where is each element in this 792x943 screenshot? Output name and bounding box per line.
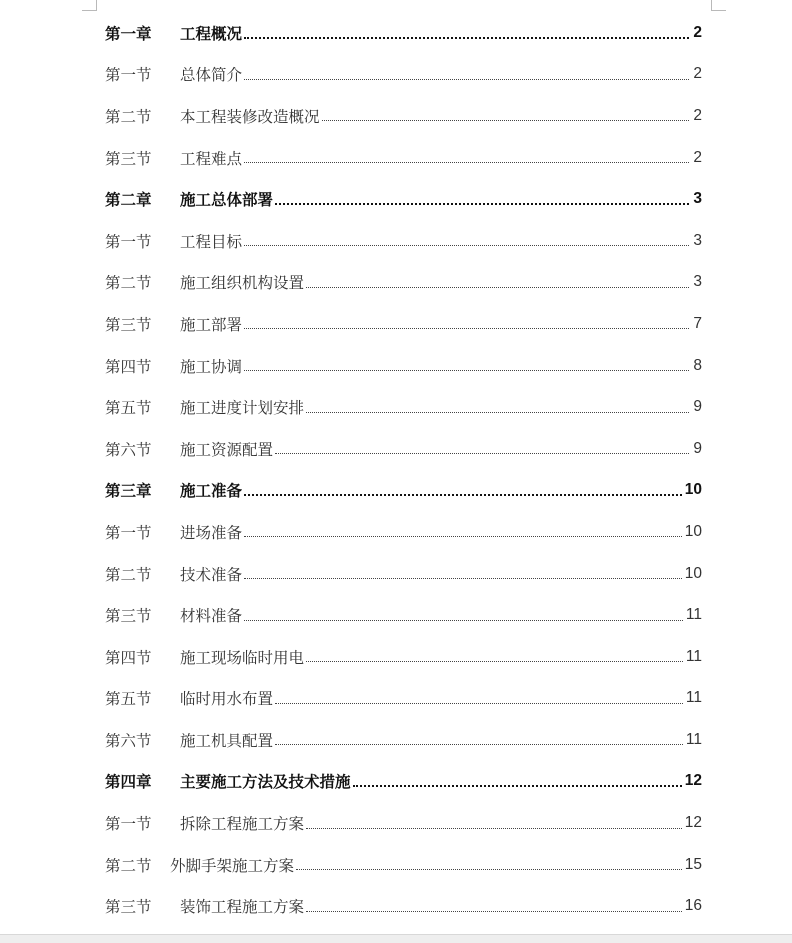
toc-entry-title: 总体简介 <box>180 66 243 85</box>
toc-page-number: 7 <box>693 314 702 332</box>
toc-chapter-entry[interactable] <box>105 178 702 220</box>
toc-entry-label <box>105 188 273 210</box>
toc-entry-title: 施工准备 <box>180 481 243 501</box>
toc-entry-number: 第三节 <box>105 315 152 334</box>
toc-entry-label <box>105 396 304 418</box>
toc-page-number: 10 <box>684 564 702 582</box>
toc-entry-title: 工程目标 <box>180 232 243 251</box>
toc-page-number: 11 <box>685 606 702 624</box>
toc-entry-label <box>105 563 242 585</box>
toc-chapter-entry[interactable] <box>105 470 702 512</box>
toc-page-number: 2 <box>693 23 702 41</box>
toc-entry-title: 工程难点 <box>180 149 243 168</box>
toc-entry-title: 外脚手架施工方案 <box>170 856 295 875</box>
toc-entry-label <box>105 646 304 668</box>
toc-leader-dots <box>244 245 689 246</box>
toc-entry-title: 临时用水布置 <box>180 690 274 709</box>
toc-leader-dots <box>306 661 683 662</box>
toc-entry-number: 第四章 <box>105 772 152 792</box>
toc-leader-dots <box>275 203 689 205</box>
toc-leader-dots <box>275 453 689 454</box>
toc-entry-label <box>105 230 242 252</box>
toc-entry-number: 第二节 <box>105 274 152 293</box>
toc-leader-dots <box>353 785 682 787</box>
toc-section-entry[interactable] <box>105 345 702 387</box>
toc-leader-dots <box>296 869 682 870</box>
toc-page-number: 11 <box>685 689 702 707</box>
toc-section-entry[interactable] <box>105 511 702 553</box>
toc-leader-dots <box>244 536 682 537</box>
toc-leader-dots <box>306 911 682 912</box>
toc-entry-number: 第一章 <box>105 23 152 43</box>
toc-entry-title: 施工组织机构设置 <box>180 274 305 293</box>
toc-page-number: 2 <box>693 106 702 124</box>
toc-section-entry[interactable] <box>105 636 702 678</box>
toc-entry-title: 装饰工程施工方案 <box>180 898 305 917</box>
toc-entry-title: 施工现场临时用电 <box>180 648 305 667</box>
toc-entry-label <box>105 355 242 377</box>
table-of-contents <box>105 12 702 927</box>
toc-entry-label <box>105 729 273 751</box>
toc-section-entry[interactable] <box>105 553 702 595</box>
toc-entry-title: 施工机具配置 <box>180 731 274 750</box>
toc-entry-number: 第三节 <box>105 898 152 917</box>
toc-entry-number: 第一节 <box>105 66 152 85</box>
toc-entry-number: 第三节 <box>105 607 152 626</box>
toc-chapter-entry[interactable] <box>105 12 702 54</box>
toc-entry-number: 第三章 <box>105 481 152 501</box>
toc-entry-number: 第四节 <box>105 357 152 376</box>
toc-entry-label <box>105 687 273 709</box>
toc-entry-number: 第二章 <box>105 190 152 210</box>
toc-entry-title: 施工协调 <box>180 357 243 376</box>
toc-section-entry[interactable] <box>105 428 702 470</box>
toc-section-entry[interactable] <box>105 885 702 927</box>
toc-page-number: 8 <box>693 356 702 374</box>
toc-entry-label <box>105 313 242 335</box>
toc-entry-title: 进场准备 <box>180 523 243 542</box>
toc-entry-title: 施工总体部署 <box>180 190 274 210</box>
toc-leader-dots <box>244 494 682 496</box>
toc-leader-dots <box>244 328 689 329</box>
toc-entry-title: 施工部署 <box>180 315 243 334</box>
toc-page-number: 9 <box>693 398 702 416</box>
toc-leader-dots <box>322 120 689 121</box>
toc-section-entry[interactable] <box>105 802 702 844</box>
toc-entry-label <box>105 521 242 543</box>
toc-entry-label <box>105 770 351 792</box>
toc-page-number: 12 <box>684 814 702 832</box>
toc-leader-dots <box>306 287 689 288</box>
toc-entry-number: 第五节 <box>105 399 152 418</box>
toc-entry-title: 本工程装修改造概况 <box>180 107 320 126</box>
toc-page-number: 2 <box>693 148 702 166</box>
toc-section-entry[interactable] <box>105 844 702 886</box>
toc-entry-title: 施工资源配置 <box>180 440 274 459</box>
toc-entry-title: 材料准备 <box>180 607 243 626</box>
toc-entry-label <box>105 271 304 293</box>
toc-leader-dots <box>244 620 683 621</box>
toc-leader-dots <box>275 703 683 704</box>
toc-page-number: 3 <box>693 190 702 208</box>
toc-entry-number: 第二节 <box>105 856 152 875</box>
page-corner-mark-left <box>82 0 97 11</box>
toc-entry-number: 第四节 <box>105 648 152 667</box>
toc-section-entry[interactable] <box>105 719 702 761</box>
toc-entry-number: 第二节 <box>105 565 152 584</box>
toc-entry-label <box>105 438 273 460</box>
toc-page-number: 12 <box>684 772 702 790</box>
toc-entry-number: 第六节 <box>105 440 152 459</box>
toc-entry-label <box>105 812 304 834</box>
toc-page-number: 11 <box>685 730 702 748</box>
toc-page-number: 11 <box>685 647 702 665</box>
toc-section-entry[interactable] <box>105 54 702 96</box>
toc-page-number: 16 <box>684 897 702 915</box>
toc-chapter-entry[interactable] <box>105 761 702 803</box>
toc-entry-number: 第一节 <box>105 815 152 834</box>
toc-entry-number: 第二节 <box>105 107 152 126</box>
toc-leader-dots <box>244 79 689 80</box>
toc-section-entry[interactable] <box>105 386 702 428</box>
toc-section-entry[interactable] <box>105 220 702 262</box>
toc-page-number: 3 <box>693 273 702 291</box>
toc-leader-dots <box>244 162 689 163</box>
toc-leader-dots <box>244 370 689 371</box>
toc-entry-label <box>105 105 320 127</box>
toc-page-number: 2 <box>693 65 702 83</box>
toc-entry-label <box>105 63 242 85</box>
toc-entry-label <box>105 22 242 44</box>
toc-leader-dots <box>275 744 683 745</box>
toc-section-entry[interactable] <box>105 594 702 636</box>
toc-section-entry[interactable] <box>105 137 702 179</box>
toc-section-entry[interactable] <box>105 303 702 345</box>
toc-entry-number: 第一节 <box>105 232 152 251</box>
toc-page-number: 3 <box>693 231 702 249</box>
toc-entry-label <box>105 604 242 626</box>
toc-entry-number: 第一节 <box>105 523 152 542</box>
toc-entry-title: 主要施工方法及技术措施 <box>180 772 351 792</box>
toc-section-entry[interactable] <box>105 262 702 304</box>
page-corner-mark-right <box>711 0 726 11</box>
toc-entry-label <box>105 479 242 501</box>
toc-leader-dots <box>244 578 682 579</box>
toc-section-entry[interactable] <box>105 95 702 137</box>
toc-entry-number: 第五节 <box>105 690 152 709</box>
toc-page-number: 9 <box>693 439 702 457</box>
toc-entry-label <box>105 895 304 917</box>
toc-leader-dots <box>306 828 682 829</box>
toc-section-entry[interactable] <box>105 678 702 720</box>
toc-leader-dots <box>244 37 689 39</box>
toc-entry-label <box>105 147 242 169</box>
toc-entry-number: 第三节 <box>105 149 152 168</box>
toc-entry-title: 技术准备 <box>180 565 243 584</box>
toc-page-number: 10 <box>684 522 702 540</box>
toc-leader-dots <box>306 412 689 413</box>
toc-entry-title: 拆除工程施工方案 <box>180 815 305 834</box>
toc-entry-label <box>105 854 294 876</box>
toc-entry-number: 第六节 <box>105 731 152 750</box>
toc-entry-title: 施工进度计划安排 <box>180 399 305 418</box>
toc-page-number: 15 <box>684 855 702 873</box>
toc-page-number: 10 <box>684 481 702 499</box>
toc-entry-title: 工程概况 <box>180 23 243 43</box>
